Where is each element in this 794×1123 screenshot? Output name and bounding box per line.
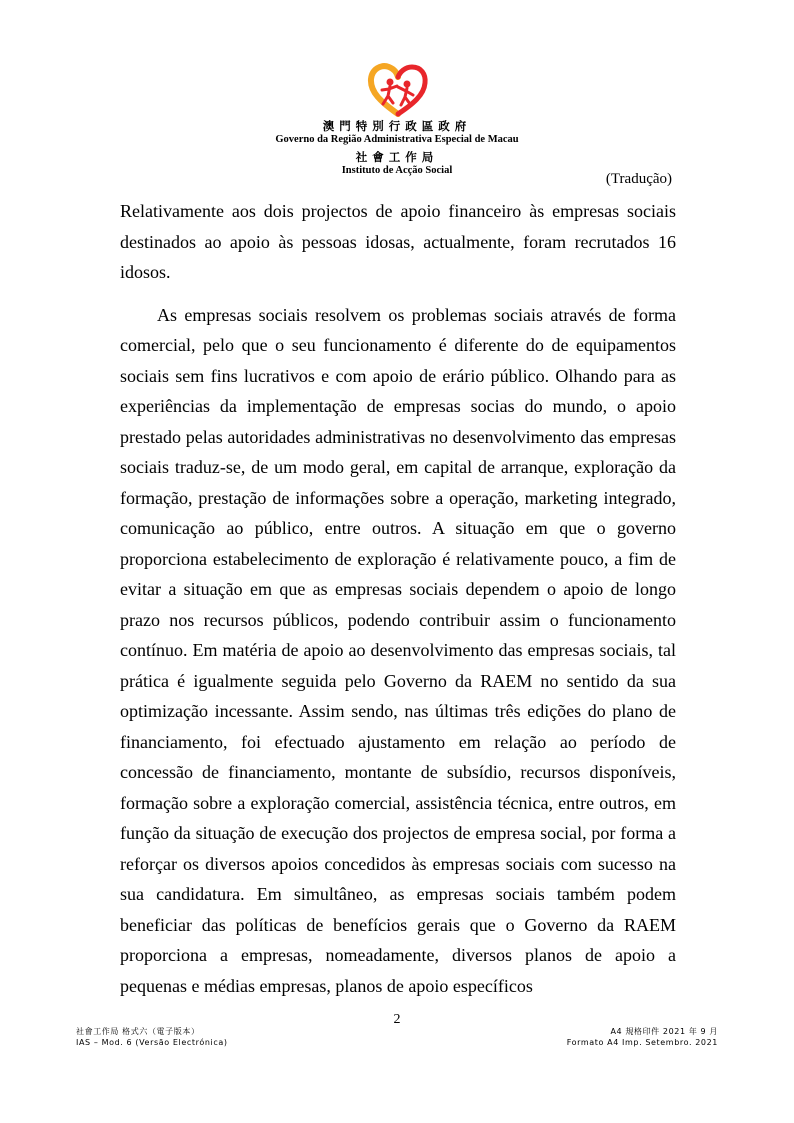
ias-logo-heart-icon (367, 62, 429, 118)
document-body (120, 196, 676, 1013)
footer-form-reference (76, 1026, 228, 1048)
footer-form-chinese: 社會工作局 格式六（電子版本） (76, 1027, 200, 1036)
paragraph: As empresas sociais resolvem os problemas sociais através de forma comercial, pelo que o seu funcionamento é diferente do de equipamentos sociais sem fins lucrativos e com apoio de erário público. Olhando para as experiências da implementação de empresas socias do mundo, o apoio prestado pelas autoridades administrativas no desenvolvimento das empresas sociais traduz-se, de um modo geral, em capital de arranque, exploração da formação, prestação de informações sobre a operação, marketing integrado, comunicação ao público, entre outros. A situação em que o governo proporciona estabelecimento de exploração é relativamente pouco, a fim de evitar a situação em que as empresas sociais dependem o apoio de longo prazo nos recursos públicos, podendo contribuir assim o funcionamento contínuo. Em matéria de apoio ao desenvolvimento das empresas sociais, tal prática é igualmente seguida pelo Governo da RAEM no sentido da sua optimização incessante. Assim sendo, nas últimas três edições do plano de financiamento, foi efectuado ajustamento em relação ao período de concessão de financiamento, montante de subsídio, recursos disponíveis, formação sobre a exploração comercial, assistência técnica, entre outros, em função da situação de execução dos projectos de empresa social, por forma a reforçar os diversos apoios concedidos às empresas sociais com sucesso na sua candidatura. Em simultâneo, as empresas sociais também podem beneficiar das políticas de benefícios gerais que o Governo da RAEM proporciona a empresas, nomeadamente, diversos planos de apoio a pequenas e médias empresas, planos de apoio específicos (120, 304, 676, 996)
government-name-chinese: 澳門特別行政區政府 (322, 121, 472, 133)
translation-note: (Tradução) (605, 171, 672, 187)
footer-print-format (567, 1026, 718, 1048)
institute-name-portuguese: Instituto de Acção Social (341, 165, 453, 176)
page-number: 2 (393, 1012, 401, 1027)
footer-form-portuguese: IAS – Mod. 6 (Versão Electrónica) (76, 1038, 228, 1047)
government-name-portuguese: Governo da Região Administrativa Especial de Macau (275, 134, 519, 145)
paragraph: Relativamente aos dois projectos de apoio financeiro às empresas sociais destinados ao apoio às pessoas idosas, actualmente, foram recrutados 16 idosos. (120, 201, 676, 282)
letterhead (0, 0, 794, 190)
footer-format-chinese: A4 規格印件 2021 年 9 月 (610, 1027, 718, 1036)
footer-format-portuguese: Formato A4 Imp. Setembro. 2021 (566, 1038, 718, 1047)
institute-name-chinese: 社會工作局 (355, 152, 439, 164)
